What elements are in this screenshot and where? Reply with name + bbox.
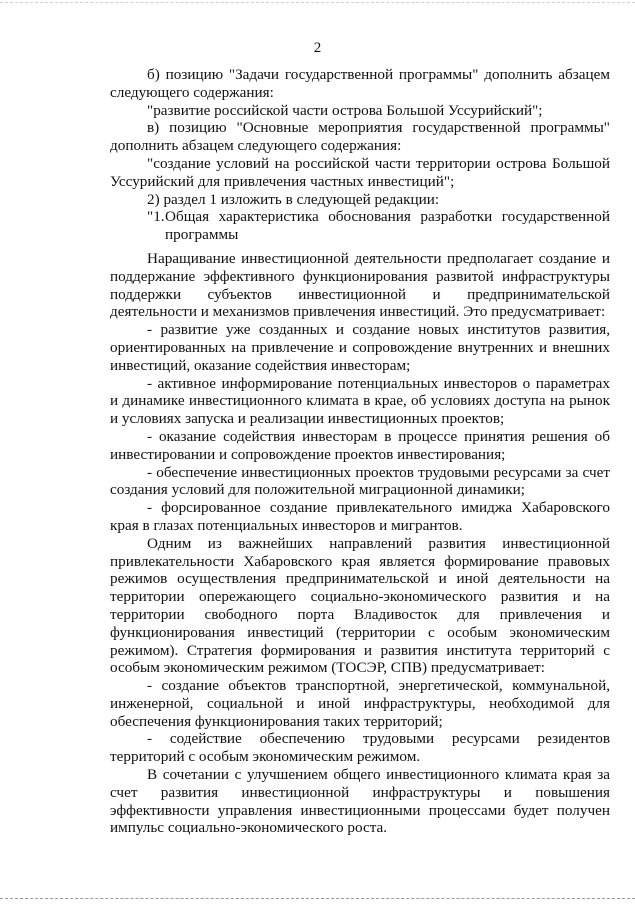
section-title: Общая характеристика обоснования разработки государственной программы bbox=[165, 208, 610, 244]
page-bottom-edge bbox=[0, 898, 635, 900]
paragraph: "развитие российской части острова Большой Уссурийский"; bbox=[147, 101, 543, 119]
list-item: - активное информирование потенциальных инвесторов о параметрах и динамике инвестиционного климата в крае, об условиях доступа на рынок и условиях запуска и реализации инвестиционных проектов; bbox=[110, 374, 610, 428]
list-item: - содействие обеспечению трудовыми ресурсами резидентов территорий с особым экономическим режимом. bbox=[110, 730, 610, 766]
paragraph: Наращивание инвестиционной деятельности предполагает создание и поддержание эффективного функционирования развитой инфраструктуры поддержки субъектов инвестиционной и предпринимательской деятельности и механизмов привлечения инвестиций. Это предусматривает: bbox=[110, 249, 610, 321]
page-top-edge bbox=[0, 2, 635, 4]
list-item: - форсированное создание привлекательного имиджа Хабаровского края в глазах потенциальных инвесторов и мигрантов. bbox=[110, 499, 610, 534]
list-item: - оказание содействия инвесторам в процессе принятия решения об инвестировании и сопровождение проектов инвестирования; bbox=[110, 427, 610, 463]
page-number: 2 bbox=[313, 40, 322, 56]
section-number: "1. bbox=[147, 208, 165, 226]
list-item: - развитие уже созданных и создание новых институтов развития, ориентированных на привлечение и сопровождение внутренних и внешних инвестиций, оказание содействия инвесторам; bbox=[110, 321, 610, 374]
paragraph: Одним из важнейших направлений развития инвестиционной привлекательности Хабаровского края является формирование правовых режимов осуществления предпринимательской и иной деятельности на территории опережающего социально-экономического развития и на территории свободного порта Владивосток для привлечения и функционирования инвестиций (территории с особым экономическим режимом). Стратегия формирования и развития института территорий с особым экономическим режимом (ТОСЭР, СПВ) предусматривает: bbox=[110, 534, 610, 677]
paragraph: 2) раздел 1 изложить в следующей редакции: bbox=[147, 190, 440, 208]
paragraph: В сочетании с улучшением общего инвестиционного климата края за счет развития инвестиционной инфраструктуры и повышения эффективности управления инвестиционными процессами будет получен импульс социально-экономического роста. bbox=[110, 766, 610, 837]
paragraph: в) позицию "Основные мероприятия государственной программы" дополнить абзацем следующего содержания: bbox=[110, 119, 610, 155]
section-heading bbox=[110, 208, 610, 244]
paragraph: "создание условий на российской части территории острова Большой Уссурийский для привлечения частных инвестиций"; bbox=[110, 154, 610, 190]
list-item: - создание объектов транспортной, энергетической, коммунальной, инженерной, социальной и иной инфраструктуры, необходимой для обеспечения функционирования таких территорий; bbox=[110, 677, 610, 730]
list-item: - обеспечение инвестиционных проектов трудовыми ресурсами за счет создания условий для положительной миграционной динамики; bbox=[110, 463, 610, 499]
paragraph: б) позицию "Задачи государственной программы" дополнить абзацем следующего содержания: bbox=[110, 66, 610, 101]
document-body bbox=[110, 66, 610, 837]
